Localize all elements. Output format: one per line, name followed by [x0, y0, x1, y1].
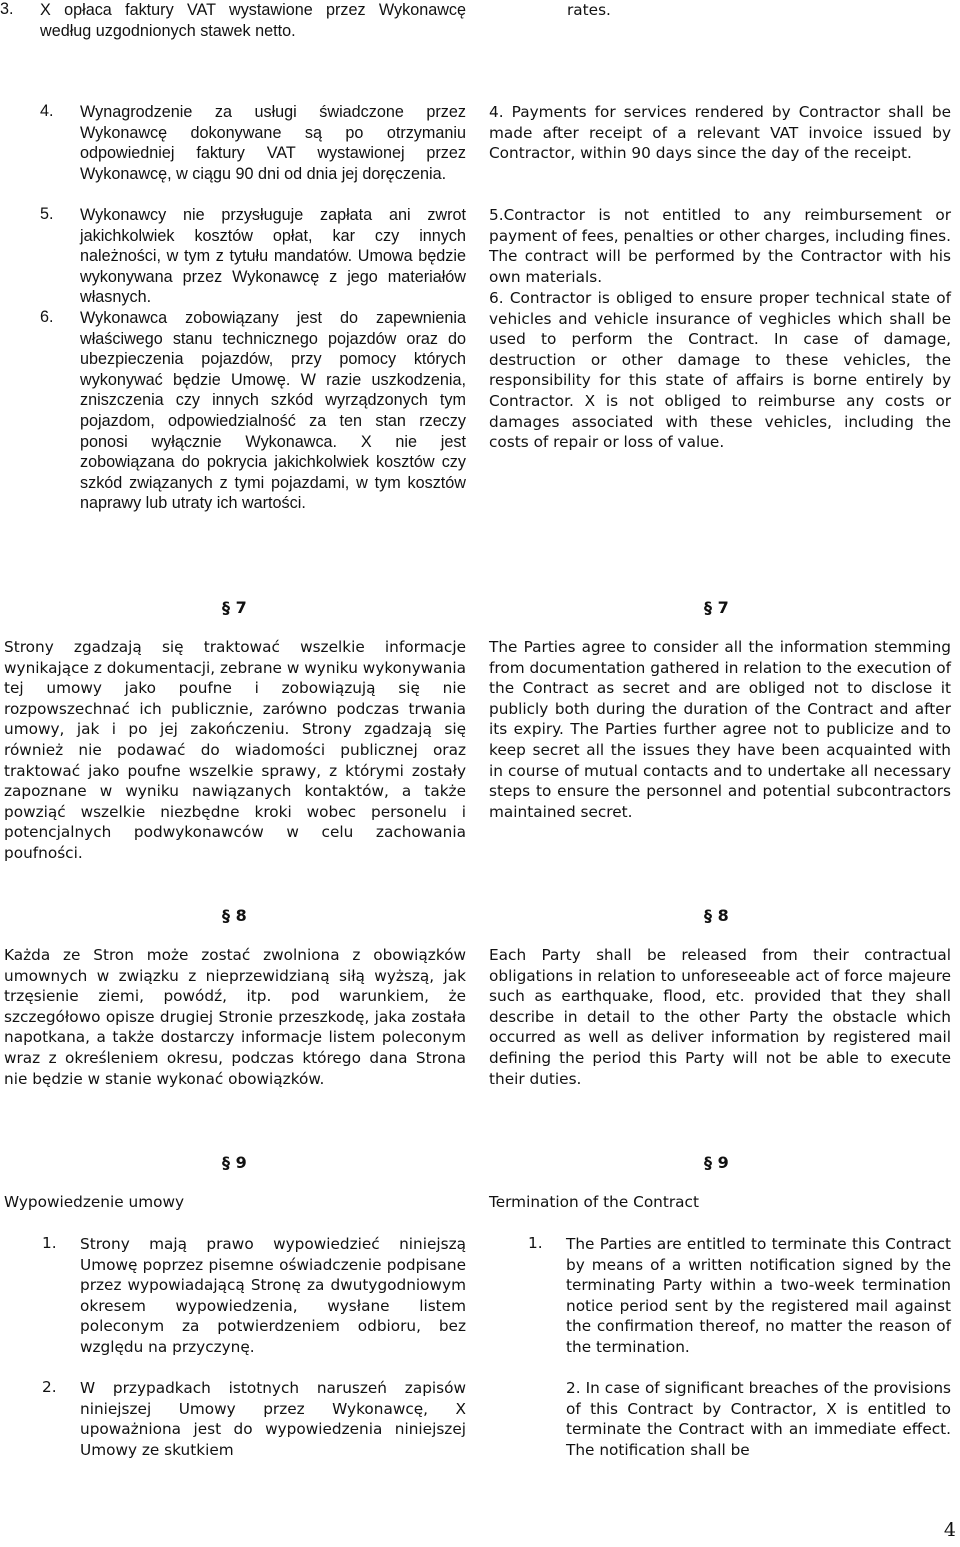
section-8-pl-text: Każda ze Stron może zostać zwolniona z obowiązków umownych w związku z nieprzewidzianą siłą wyższą, jak trzęsienie ziemi, powódź, itp. pod warunkiem, że szczegółowo opisze drugiej Stronie przeszkodę, jaka została napotkana, a także dostarczy informacje listem poleconym wraz z określeniem okresu, podczas którego dana Strona nie będzie w stanie wykonać obowiązków. [4, 946, 466, 1088]
en-item-6-text: 6. Contractor is obliged to ensure proper technical state of vehicles and vehicle insurance of veghicles which shall be used to perform the Contract. In case of damage, destruction or other damage to these vehicles, the responsibility for this state of affairs is borne entirely by Contractor. X is not obliged to reimburse any costs or damages associated with these vehicles, including the costs of repair or loss of value. [489, 289, 951, 452]
section-7-symbol-en: § 7 [704, 598, 729, 617]
pl-item-5-text: Wykonawcy nie przysługuje zapłata ani zwrot jakichkolwiek kosztów opłat, kar czy innych należności, w tym z tytułu mandatów. Umowa będzie wykonywana przez Wykonawcę z jego materiałów własnych. [80, 206, 466, 307]
pl-item-6-text: Wykonawca zobowiązany jest do zapewnienia właściwego stanu technicznego pojazdów oraz do ubezpieczenia pojazdów, przy pomocy których wykonywać będzie Umowę. W razie uszkodzenia, zniszczenia czy innych szkód wyrządzonych tym pojazdom, odpowiedzialność za ten stan rzeczy ponosi wyłącznie Wykonawca. X nie jest zobowiązana do pokrycia jakichkolwiek kosztów czy szkód związanych z tymi pojazdami, w tym kosztów naprawy lub utraty ich wartości. [80, 309, 466, 513]
pl-item-3-text: X opłaca faktury VAT wystawione przez Wykonawcę według uzgodnionych stawek netto. [40, 1, 466, 40]
section-8-symbol-en: § 8 [704, 906, 729, 925]
page-number: 4 [943, 1519, 956, 1541]
section-9-pl-item-1-text: Strony mają prawo wypowiedzieć niniejszą Umowę poprzez pisemne oświadczenie podpisane przez wypowiadającą Stronę za dwutygodniowym okresem wypowiedzenia, wysłane listem poleconym za potwierdzeniem odbioru, bez względu na przyczynę. [80, 1235, 466, 1356]
section-9-symbol-en: § 9 [704, 1153, 729, 1172]
section-7-symbol-pl: § 7 [222, 598, 247, 617]
section-9-en-item-1-number: 1. [528, 1234, 543, 1252]
section-9-en-item-1 [528, 1234, 951, 1358]
section-9-pl-item-1 [42, 1234, 466, 1358]
pl-item-5 [40, 205, 466, 308]
section-8-en-text: Each Party shall be released from their contractual obligations in relation to unforeseeable act of force majeure such as earthquake, flood, etc. provided that they shall describe in detail to the other Party the obstacle which occurred as well as deliver information by registered mail defining the period this Party will not be able to execute their duties. [489, 946, 951, 1088]
pl-item-4-number: 4. [40, 102, 54, 120]
en-item-5-text: 5.Contractor is not entitled to any reimbursement or payment of fees, penalties or other charges, including fines. The contract will be performed by the Contractor with his own materials. [489, 206, 951, 286]
en-item-4-text: 4. Payments for services rendered by Contractor shall be made after receipt of a relevant VAT invoice issued by Contractor, within 90 days since the day of the receipt. [489, 103, 951, 163]
section-9-heading-pl: Wypowiedzenie umowy [4, 1193, 185, 1211]
pl-item-5-number: 5. [40, 205, 54, 223]
section-8-symbol-pl: § 8 [222, 906, 247, 925]
pl-item-4-text: Wynagrodzenie za usługi świadczone przez Wykonawcę dokonywane są po otrzymaniu odpowiedniej faktury VAT wystawionej przez Wykonawcę, w ciągu 90 dni od dnia jej doręczenia. [80, 103, 466, 183]
section-9-pl-item-2-text: W przypadkach istotnych naruszeń zapisów niniejszej Umowy przez Wykonawcę, X upoważniona jest do wypowiedzenia niniejszej Umowy ze skutkiem [80, 1379, 466, 1459]
section-9-pl-item-1-number: 1. [42, 1234, 57, 1252]
section-9-pl-item-2-number: 2. [42, 1378, 57, 1396]
en-rates-text: rates. [567, 1, 611, 19]
pl-item-4 [40, 102, 466, 184]
section-7-pl-text: Strony zgadzają się traktować wszelkie informacje wynikające z dokumentacji, zebrane w wyniku wykonywania tej umowy jako poufne i zobowiązują się nie rozpowszechnać ich publicznie, zarówno podczas trwania umowy, jak i po jej zakończeniu. Strony zgadzają się również nie podawać do wiadomości publicznej oraz traktować jako poufne wszelkie sprawy, z którymi zostały zapoznane w wyniku nawiązanych kontaktów, a także powziąć wszelkie niezbędne kroki wobec personelu i potencjalnych podwykonawców w celu zachowania poufności. [4, 638, 466, 862]
section-9-heading-en: Termination of the Contract [489, 1193, 699, 1211]
pl-item-3 [0, 0, 466, 41]
pl-item-6-number: 6. [40, 308, 54, 326]
pl-item-6 [40, 308, 466, 514]
section-9-en-item-1-text: The Parties are entitled to terminate this Contract by means of a written notification signed by the terminating Party within a two-week termination notice period sent by the registered mail against the confirmation thereof, no matter the reason of the termination. [566, 1235, 951, 1356]
section-9-pl-item-2 [42, 1378, 466, 1460]
section-7-en-text: The Parties agree to consider all the information stemming from documentation gathered in relation to the execution of the Contract as secret and are obliged not to disclose it publicly both during the duration of the Contract and after its expiry. The Parties further agree not to publicize and to keep secret all the issues they have been acquainted with in course of mutual contacts and to undertake all necessary steps to ensure the personnel and potential subcontractors maintained secret. [489, 638, 951, 821]
section-9-en-item-2-text: 2. In case of significant breaches of the provisions of this Contract by Contractor, X is entitled to terminate the Contract with an immediate effect. The notification shall be [566, 1379, 951, 1459]
pl-item-3-number: 3. [0, 0, 14, 18]
section-9-symbol-pl: § 9 [222, 1153, 247, 1172]
